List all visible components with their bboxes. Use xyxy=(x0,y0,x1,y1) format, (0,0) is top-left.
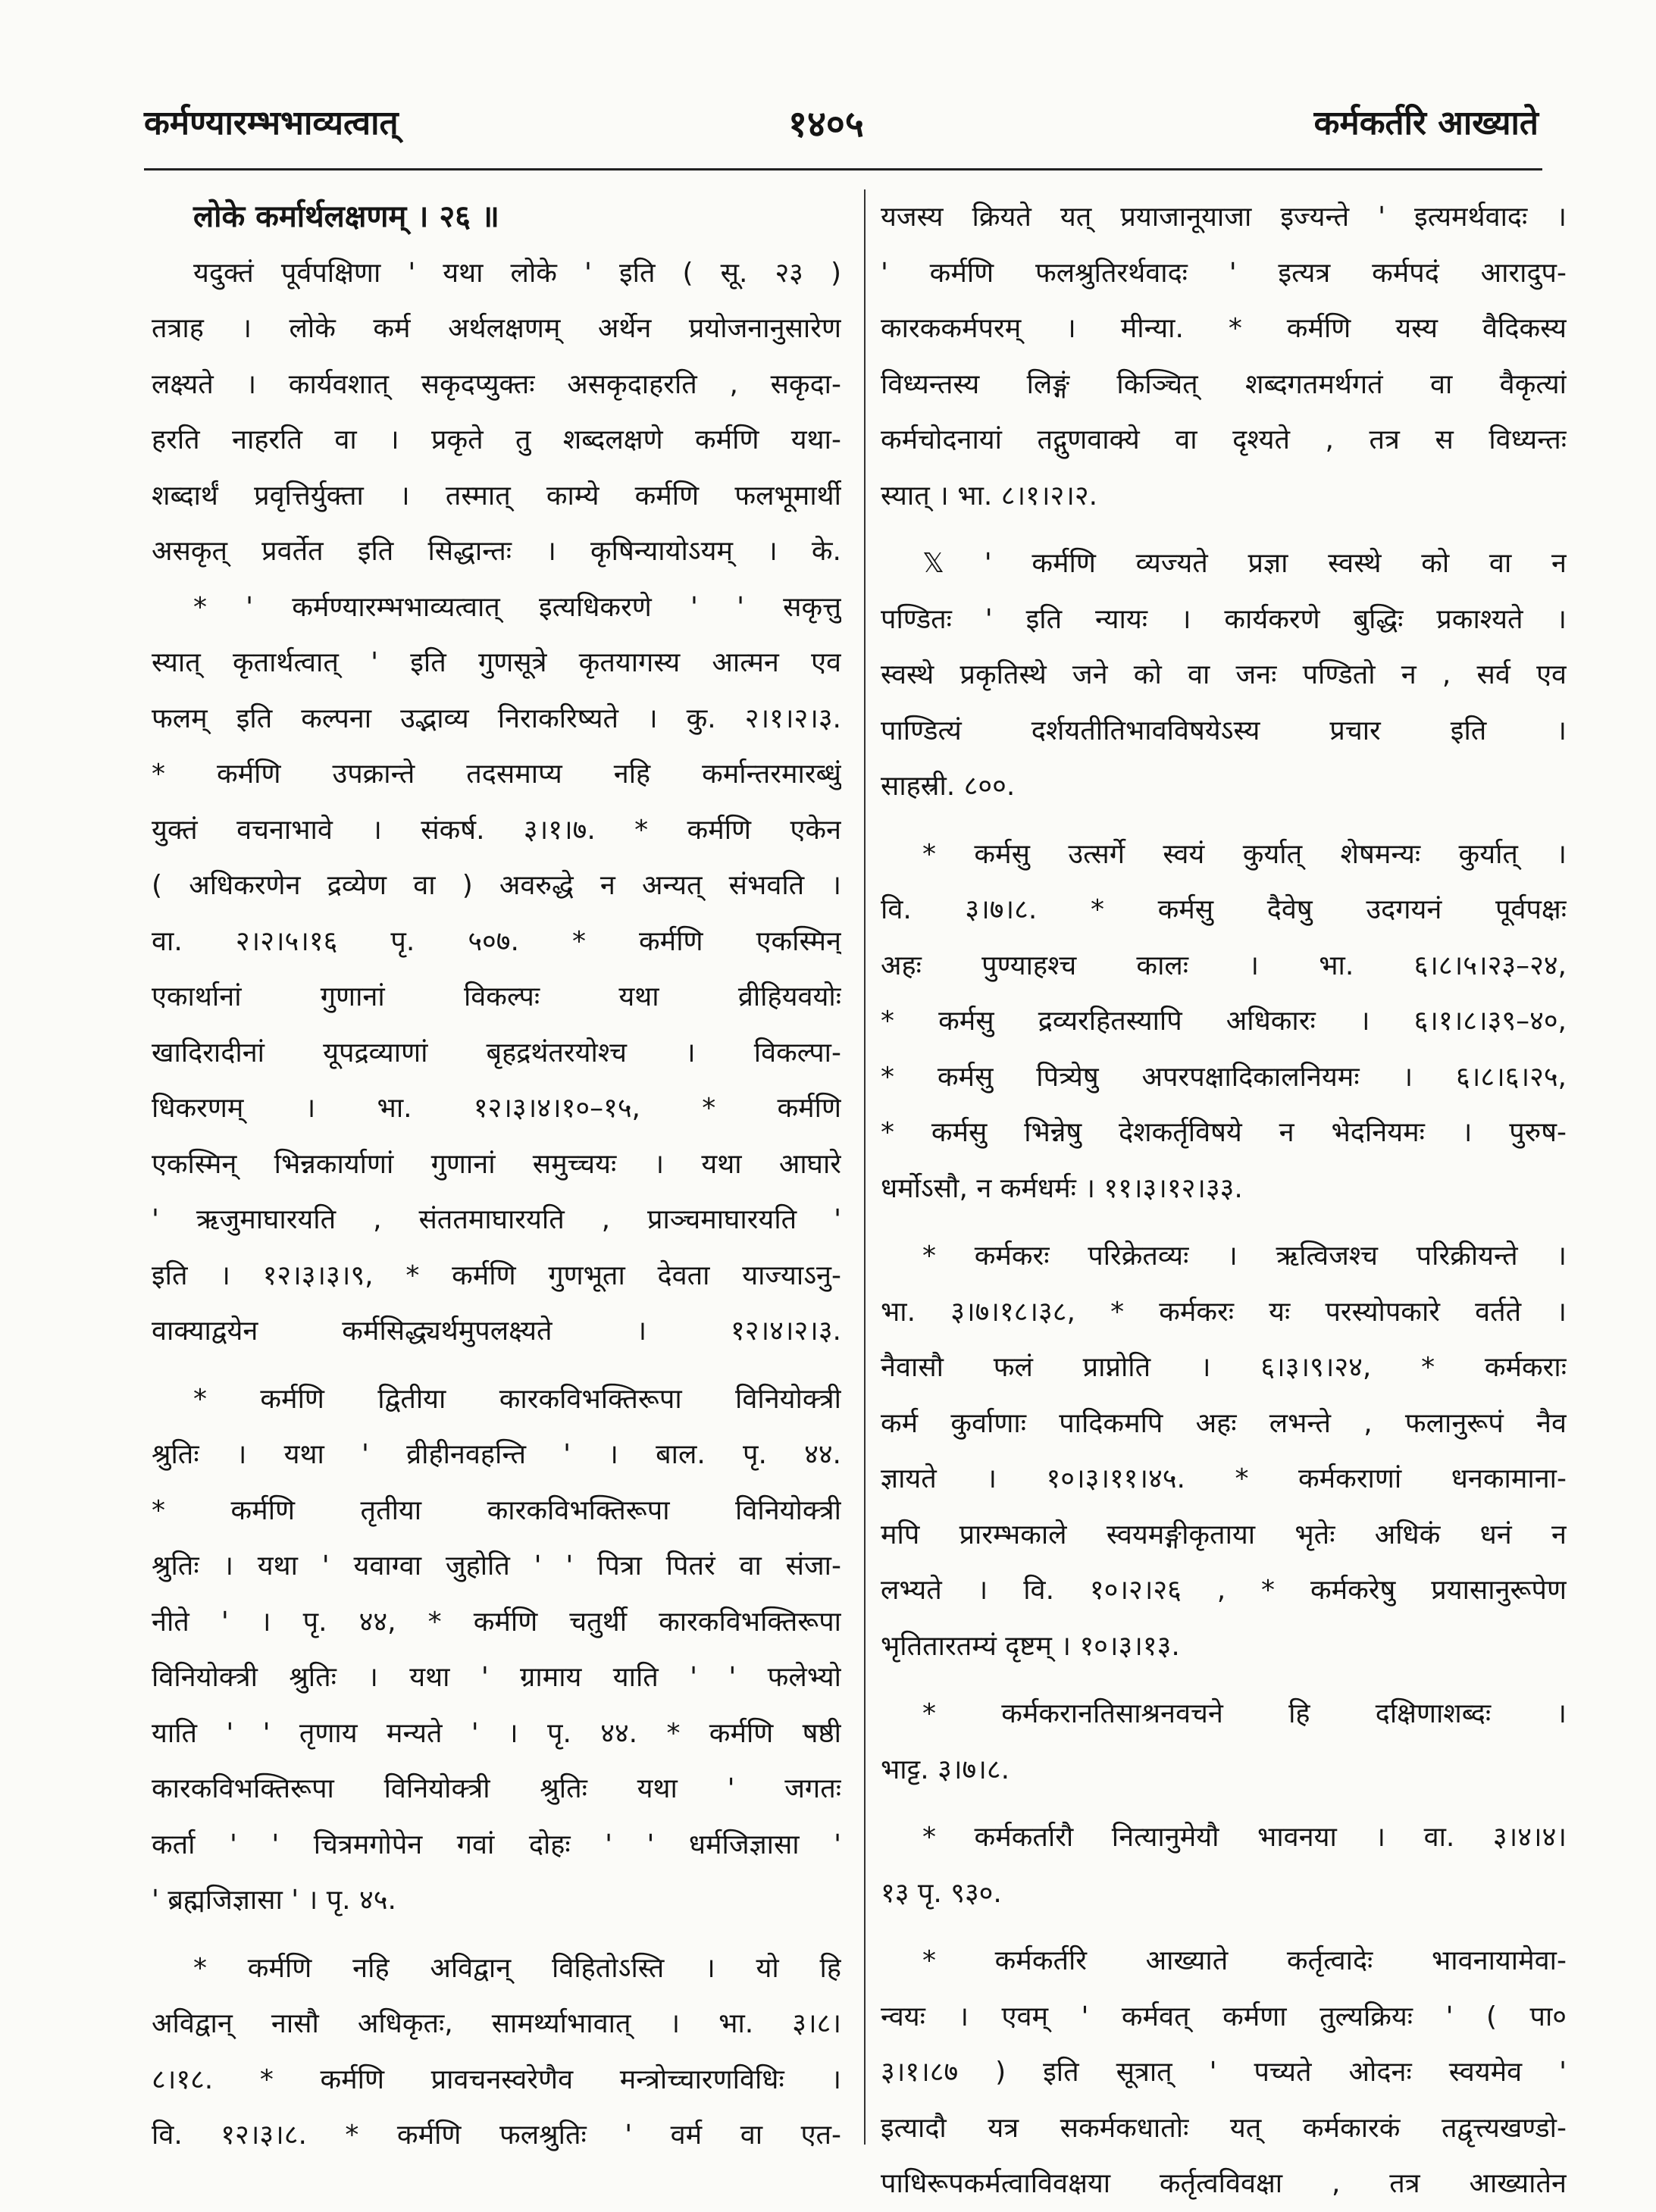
text-line: भा. ३।७।१८।३८, * कर्मकरः यः परस्योपकारे वर्तते । xyxy=(881,1296,1567,1328)
text-line: कारककर्मपरम् । मीन्या. * कर्मणि यस्य वैदिकस्य xyxy=(881,313,1567,344)
text-line: * कर्मकरः परिक्रेतव्यः । ऋत्विजश्च परिक्रीयन्ते । xyxy=(922,1241,1567,1272)
text-line: श्रुतिः । यथा ' व्रीहीनवहन्ति ' । बाल. पृ. ४४. xyxy=(152,1439,841,1470)
text-line: विनियोक्त्री श्रुतिः । यथा ' ग्रामाय याति ' ' फलेभ्यो xyxy=(152,1662,841,1693)
text-line: * कर्मणि द्वितीया कारकविभक्तिरूपा विनियोक्त्री xyxy=(193,1383,841,1415)
text-line: * कर्मसु पित्र्येषु अपरपक्षादिकालनियमः । ६।८।६।२५, xyxy=(881,1061,1567,1093)
text-line: याति ' ' तृणाय मन्यते ' । पृ. ४४. * कर्मणि षष्ठी xyxy=(152,1717,841,1749)
text-line: स्वस्थे प्रकृतिस्थे जने को वा जनः पण्डितो न , सर्व एव xyxy=(881,659,1567,690)
text-line: स्यात् । भा. ८।१।२।२. xyxy=(881,480,1098,512)
text-line: वि. ३।७।८. * कर्मसु दैवेषु उदगयनं पूर्वपक्षः xyxy=(881,894,1567,925)
text-line: धर्मोऽसौ, न कर्मधर्मः । ११।३।१२।३३. xyxy=(881,1172,1243,1204)
left-column xyxy=(152,189,841,2164)
text-line: * कर्मसु उत्सर्गे स्वयं कुर्यात् शेषमन्यः कुर्यात् । xyxy=(922,838,1567,870)
text-line: धिकरणम् । भा. १२।३।४।१०–१५, * कर्मणि xyxy=(152,1093,841,1124)
text-line: हरति नाहरति वा । प्रकृते तु शब्दलक्षणे कर्मणि यथा- xyxy=(152,424,841,455)
text-line: पाण्डित्यं दर्शयतीतिभावविषयेऽस्य प्रचार इति । xyxy=(881,715,1567,746)
text-line: विध्यन्तस्य लिङ्गं किञ्चित् शब्दगतमर्थगतं वा वैकृत्यां xyxy=(881,368,1567,400)
text-line: भाट्ट. ३।७।८. xyxy=(881,1754,1010,1785)
text-line: * कर्मकरानतिसाश्रनवचने हि दक्षिणाशब्दः । xyxy=(922,1698,1567,1729)
text-line: कारकविभक्तिरूपा विनियोक्त्री श्रुतिः यथा ' जगतः xyxy=(152,1773,841,1804)
text-line: इति । १२।३।३।९, * कर्मणि गुणभूता देवता याज्याऽनु- xyxy=(152,1259,841,1291)
page-number: १४०५ xyxy=(788,103,864,145)
text-line: एकार्थानां गुणानां विकल्पः यथा व्रीहियवयोः xyxy=(152,981,841,1012)
text-line: नीते ' । पृ. ४४, * कर्मणि चतुर्थी कारकविभक्तिरूपा xyxy=(152,1606,841,1638)
text-line: एकस्मिन् भिन्नकार्याणां गुणानां समुच्चयः । यथा आघारे xyxy=(152,1148,841,1180)
text-line: फलम् इति कल्पना उद्भाव्य निराकरिष्यते । कु. २।१।२।३. xyxy=(152,702,841,734)
text-line: लोके कर्मार्थलक्षणम् । २६ ॥ xyxy=(193,199,499,234)
text-line: ८।१८. * कर्मणि प्रावचनस्वरेणैव मन्त्रोच्चारणविधिः । xyxy=(152,2063,841,2095)
page-header xyxy=(129,76,1539,159)
text-line: * कर्मकर्तारौ नित्यानुमेयौ भावनया । वा. ३।४।४। xyxy=(922,1822,1567,1853)
text-line: अहः पुण्याहश्च कालः । भा. ६।८।५।२३–२४, xyxy=(881,950,1567,981)
running-head-right: कर्मकर्तरि आख्याते xyxy=(1313,104,1539,142)
text-line: ' ब्रह्मजिज्ञासा ' । पृ. ४५. xyxy=(152,1885,396,1916)
text-line: खादिरादीनां यूपद्रव्याणां बृहद्रथंतरयोश्च । विकल्पा- xyxy=(152,1037,841,1068)
text-line: १३ पृ. ९३०. xyxy=(881,1877,1002,1909)
text-line: * कर्मणि उपक्रान्ते तदसमाप्य नहि कर्मान्तरमारब्धुं xyxy=(152,759,841,790)
text-line: असकृत् प्रवर्तेत इति सिद्धान्तः । कृषिन्यायोऽयम् । के. xyxy=(152,536,841,567)
text-line: साहस्री. ८००. xyxy=(881,771,1016,802)
text-line: अविद्वान् नासौ अधिकृतः, सामर्थ्याभावात् । भा. ३।८। xyxy=(152,2008,841,2039)
text-line: * कर्मकर्तरि आख्याते कर्तृत्वादेः भावनायामेवा- xyxy=(922,1945,1567,1976)
text-line: ' ऋजुमाघारयति , संततमाघारयति , प्राञ्चमाघारयति ' xyxy=(152,1204,841,1235)
right-column xyxy=(881,189,1567,2212)
column-divider xyxy=(864,189,866,2145)
header-rule xyxy=(144,168,1542,171)
text-line: पण्डितः ' इति न्यायः । कार्यकरणे बुद्धिः प्रकाश्यते । xyxy=(881,603,1567,635)
text-line: * कर्मसु भिन्नेषु देशकर्तृविषये न भेदनियमः । पुरुष- xyxy=(881,1117,1567,1148)
text-line: कर्मचोदनायां तद्गुणवाक्ये वा दृश्यते , तत्र स विध्यन्तः xyxy=(881,424,1567,455)
text-line: नैवासौ फलं प्राप्नोति । ६।३।९।२४, * कर्मकराः xyxy=(881,1352,1567,1383)
text-line: वि. १२।३।८. * कर्मणि फलश्रुतिः ' वर्म वा एत- xyxy=(152,2120,841,2151)
text-line: स्यात् कृतार्थत्वात् ' इति गुणसूत्रे कृतयागस्य आत्मन एव xyxy=(152,647,841,678)
text-line: मपि प्रारम्भकाले स्वयमङ्गीकृताया भृतेः अधिकं धनं न xyxy=(881,1519,1567,1550)
text-line: 𝕏 ' कर्मणि व्यज्यते प्रज्ञा स्वस्थे को वा न xyxy=(922,548,1567,579)
text-line: शब्दार्थं प्रवृत्तिर्युक्ता । तस्मात् काम्ये कर्मणि फलभूमार्थी xyxy=(152,480,841,512)
text-line: वाक्याद्वयेन कर्मसिद्ध्यर्थमुपलक्ष्यते । १२।४।२।३. xyxy=(152,1316,841,1347)
text-line: यदुक्तं पूर्वपक्षिणा ' यथा लोके ' इति ( सू. २३ ) xyxy=(193,257,841,289)
text-line: तत्राह । लोके कर्म अर्थलक्षणम् अर्थेन प्रयोजनानुसारेण xyxy=(152,313,841,344)
text-line: कर्ता ' ' चित्रमगोपेन गवां दोहः ' ' धर्मजिज्ञासा ' xyxy=(152,1829,841,1860)
text-line: लभ्यते । वि. १०।२।२६ , * कर्मकरेषु प्रयासानुरूपेण xyxy=(881,1575,1567,1606)
text-line: * ' कर्मण्यारम्भभाव्यत्वात् इत्यधिकरणे ' ' सकृत्तु xyxy=(193,591,841,623)
text-line: युक्तं वचनाभावे । संकर्ष. ३।१।७. * कर्मणि एकेन xyxy=(152,814,841,846)
text-line: * कर्मणि तृतीया कारकविभक्तिरूपा विनियोक्त्री xyxy=(152,1494,841,1526)
text-line: ( अधिकरणेन द्रव्येण वा ) अवरुद्धे न अन्यत् संभवति । xyxy=(152,870,841,901)
text-line: श्रुतिः । यथा ' यवाग्वा जुहोति ' ' पित्रा पितरं वा संजा- xyxy=(152,1550,841,1582)
text-line: पाधिरूपकर्मत्वाविवक्षया कर्तृत्वविवक्षा , तत्र आख्यातेन xyxy=(881,2168,1567,2199)
text-line: ज्ञायते । १०।३।११।४५. * कर्मकराणां धनकामाना- xyxy=(881,1463,1567,1494)
text-line: लक्ष्यते । कार्यवशात् सकृदप्युक्तः असकृदाहरति , सकृदा- xyxy=(152,368,841,400)
running-head-left: कर्मण्यारम्भभाव्यत्वात् xyxy=(144,104,399,142)
text-line: न्वयः । एवम् ' कर्मवत् कर्मणा तुल्यक्रियः ' ( पा० xyxy=(881,2001,1567,2032)
text-line: * कर्मणि नहि अविद्वान् विहितोऽस्ति । यो हि xyxy=(193,1952,841,1984)
text-line: ' कर्मणि फलश्रुतिरर्थवादः ' इत्यत्र कर्मपदं आरादुप- xyxy=(881,257,1567,289)
text-line: ३।१।८७ ) इति सूत्रात् ' पच्यते ओदनः स्वयमेव ' xyxy=(881,2057,1567,2088)
text-line: यजस्य क्रियते यत् प्रयाजानूयाजा इज्यन्ते ' इत्यमर्थवादः । xyxy=(881,202,1567,233)
text-line: वा. २।२।५।१६ पृ. ५०७. * कर्मणि एकस्मिन् xyxy=(152,925,841,957)
text-line: भृतितारतम्यं दृष्टम् । १०।३।१३. xyxy=(881,1630,1180,1662)
text-line: इत्यादौ यत्र सकर्मकधातोः यत् कर्मकारकं तद्वृत्त्यखण्डो- xyxy=(881,2112,1567,2144)
text-line: * कर्मसु द्रव्यरहितस्यापि अधिकारः । ६।१।८।३९–४०, xyxy=(881,1006,1567,1037)
text-line: कर्म कुर्वाणाः पादिकमपि अहः लभन्ते , फलानुरूपं नैव xyxy=(881,1407,1567,1439)
